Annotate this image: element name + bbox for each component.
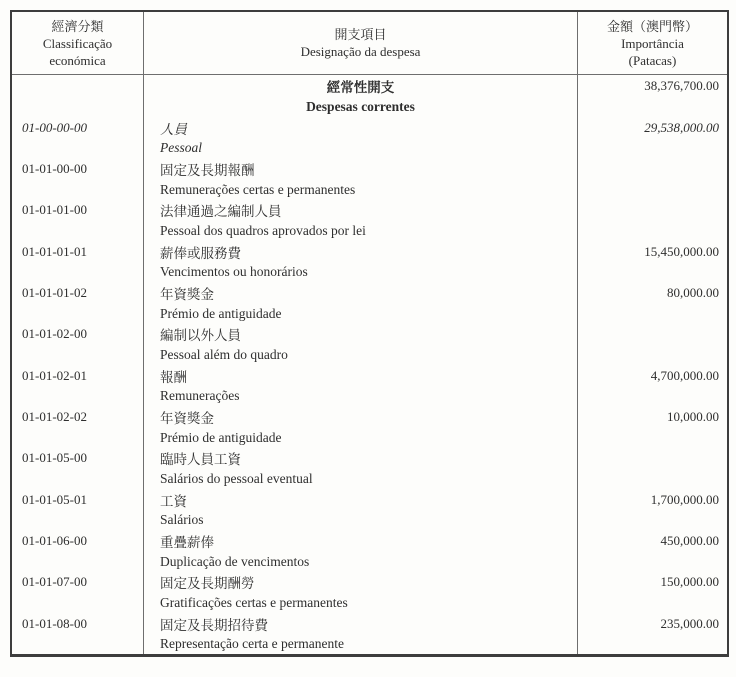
- table-row: [12, 98, 727, 117]
- table-row: [12, 594, 727, 613]
- row-description: Vencimentos ou honorários: [144, 263, 578, 282]
- row-description: 薪俸或服務費: [144, 240, 578, 263]
- table-row: [12, 364, 727, 387]
- row-amount: 10,000.00: [667, 409, 719, 425]
- row-description: Salários do pessoal eventual: [144, 470, 578, 489]
- row-amount: [578, 98, 727, 117]
- row-amount: [578, 158, 727, 181]
- row-description: Remunerações certas e permanentes: [144, 180, 578, 199]
- row-amount: [578, 180, 727, 199]
- row-code: [12, 428, 144, 447]
- row-code: [12, 511, 144, 530]
- table-row: [12, 323, 727, 346]
- row-description: 重疊薪俸: [144, 530, 578, 553]
- row-code: 01-01-00-00: [12, 158, 144, 181]
- row-code: 01-01-01-02: [12, 282, 144, 305]
- row-code: [12, 98, 144, 117]
- row-code: 01-00-00-00: [12, 116, 144, 139]
- table-row: [12, 240, 727, 263]
- row-description: Remunerações: [144, 387, 578, 406]
- header-amount-patacas: [578, 12, 727, 74]
- row-code: [12, 470, 144, 489]
- row-code: [12, 635, 144, 654]
- row-amount: [578, 387, 727, 406]
- row-code: [12, 139, 144, 158]
- row-code: [12, 552, 144, 571]
- row-code: 01-01-02-02: [12, 406, 144, 429]
- row-amount: [578, 470, 727, 489]
- table-row: [12, 635, 727, 654]
- header-col3-zh: 金額（澳門幣）: [606, 18, 698, 34]
- row-description: 固定及長期報酬: [144, 158, 578, 181]
- row-amount: 80,000.00: [667, 285, 719, 301]
- row-amount: 4,700,000.00: [650, 367, 719, 383]
- table-row: [12, 387, 727, 406]
- table-row: [12, 447, 727, 470]
- row-amount: 450,000.00: [660, 533, 719, 549]
- row-amount: [578, 511, 727, 530]
- table-row: [12, 222, 727, 241]
- row-amount: [578, 552, 727, 571]
- row-amount: [578, 304, 727, 323]
- row-amount: [578, 635, 727, 654]
- table-row: [12, 530, 727, 553]
- row-description: Representação certa e permanente: [144, 635, 578, 654]
- row-description: 工資: [144, 488, 578, 511]
- header-economic-classification: [12, 12, 144, 74]
- budget-table: [10, 10, 729, 657]
- row-amount: [578, 199, 727, 222]
- table-row: [12, 571, 727, 594]
- table-row: [12, 428, 727, 447]
- row-amount: 150,000.00: [660, 574, 719, 590]
- table-row: [12, 304, 727, 323]
- row-code: [12, 263, 144, 282]
- row-description: Salários: [144, 511, 578, 530]
- table-row: [12, 282, 727, 305]
- header-col1-pt-line2: económica: [49, 52, 106, 68]
- row-description: 經常性開支: [144, 75, 578, 98]
- row-description: 固定及長期招待費: [144, 612, 578, 635]
- row-amount: 38,376,700.00: [644, 78, 719, 94]
- row-code: 01-01-01-00: [12, 199, 144, 222]
- table-row: [12, 511, 727, 530]
- row-description: Despesas correntes: [144, 98, 578, 117]
- row-amount: [578, 263, 727, 282]
- table-row: [12, 75, 727, 98]
- table-row: [12, 406, 727, 429]
- row-code: 01-01-06-00: [12, 530, 144, 553]
- row-description: 年資獎金: [144, 406, 578, 429]
- row-code: [12, 387, 144, 406]
- row-code: [12, 180, 144, 199]
- row-description: 人員: [144, 116, 578, 139]
- table-header: [12, 12, 727, 75]
- table-row: [12, 552, 727, 571]
- row-amount: [578, 428, 727, 447]
- row-code: 01-01-02-01: [12, 364, 144, 387]
- header-col2-zh: 開支項目: [334, 27, 387, 42]
- table-row: [12, 139, 727, 158]
- header-col1-zh: 經濟分類: [51, 18, 104, 34]
- row-code: 01-01-01-01: [12, 240, 144, 263]
- row-description: Prémio de antiguidade: [144, 428, 578, 447]
- header-col2-pt: Designação da despesa: [300, 44, 421, 59]
- row-code: [12, 594, 144, 613]
- row-amount: [578, 594, 727, 613]
- row-code: 01-01-08-00: [12, 612, 144, 635]
- row-amount: [578, 222, 727, 241]
- row-code: [12, 75, 144, 98]
- header-col3-pt-line1: Importância: [621, 35, 684, 51]
- row-description: Pessoal dos quadros aprovados por lei: [144, 222, 578, 241]
- row-amount: 1,700,000.00: [650, 491, 719, 507]
- row-amount: 15,450,000.00: [644, 243, 719, 259]
- row-description: Pessoal: [144, 139, 578, 158]
- table-row: [12, 180, 727, 199]
- row-code: 01-01-05-00: [12, 447, 144, 470]
- table-row: [12, 346, 727, 365]
- row-description: 法律通過之編制人員: [144, 199, 578, 222]
- row-amount: 235,000.00: [660, 615, 719, 631]
- table-row: [12, 470, 727, 489]
- row-amount: 29,538,000.00: [644, 119, 719, 135]
- header-col1-pt-line1: Classificação: [42, 35, 113, 51]
- row-amount: [578, 139, 727, 158]
- row-description: 固定及長期酬勞: [144, 571, 578, 594]
- row-amount: [578, 323, 727, 346]
- row-code: [12, 222, 144, 241]
- row-amount: [578, 346, 727, 365]
- table-row: [12, 488, 727, 511]
- table-row: [12, 116, 727, 139]
- row-code: [12, 304, 144, 323]
- header-col3-pt-line2: (Patacas): [628, 52, 677, 68]
- row-code: 01-01-07-00: [12, 571, 144, 594]
- row-code: 01-01-05-01: [12, 488, 144, 511]
- row-description: Pessoal além do quadro: [144, 346, 578, 365]
- row-description: Gratificações certas e permanentes: [144, 594, 578, 613]
- row-description: 年資獎金: [144, 282, 578, 305]
- header-expense-designation: [144, 12, 578, 74]
- table-body: [12, 75, 727, 654]
- row-code: [12, 346, 144, 365]
- table-row: [12, 263, 727, 282]
- row-description: Prémio de antiguidade: [144, 304, 578, 323]
- row-description: Duplicação de vencimentos: [144, 552, 578, 571]
- row-amount: [578, 447, 727, 470]
- row-description: 報酬: [144, 364, 578, 387]
- row-description: 臨時人員工資: [144, 447, 578, 470]
- table-row: [12, 199, 727, 222]
- row-code: 01-01-02-00: [12, 323, 144, 346]
- table-row: [12, 612, 727, 635]
- row-description: 編制以外人員: [144, 323, 578, 346]
- table-row: [12, 158, 727, 181]
